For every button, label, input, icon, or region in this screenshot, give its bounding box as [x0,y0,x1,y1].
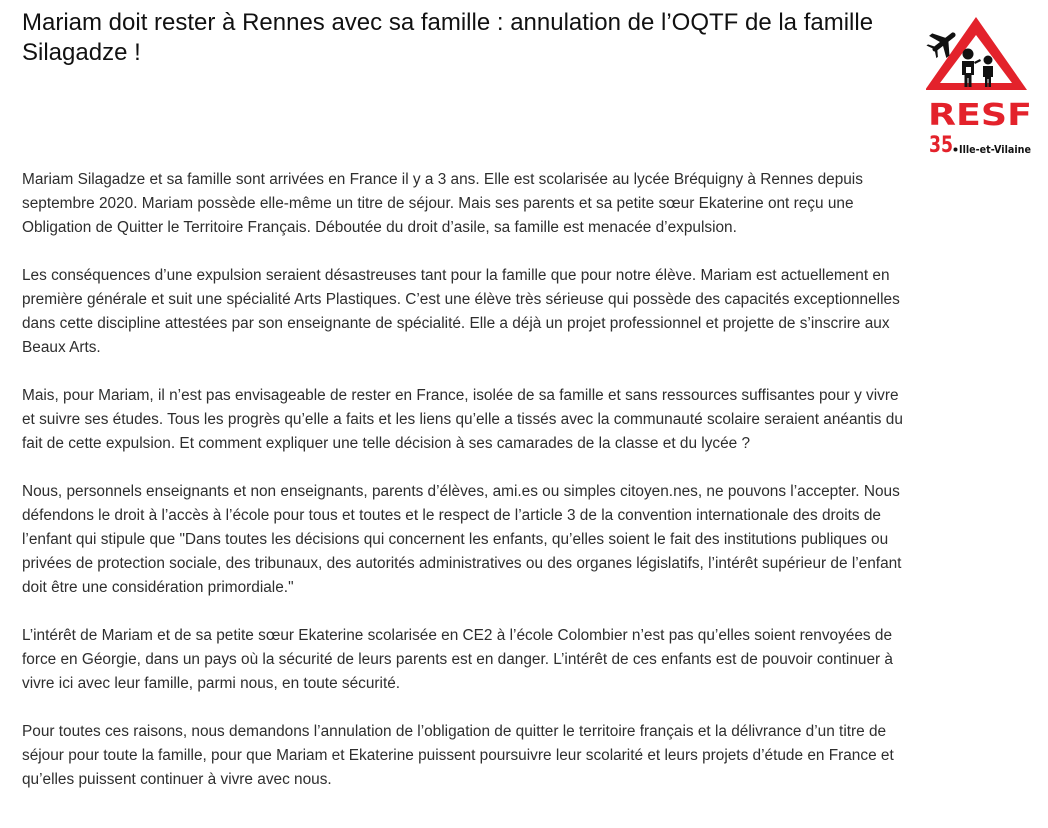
logo-region: Ille-et-Vilaine [959,143,1031,156]
article-paragraph: Mariam Silagadze et sa famille sont arrivées en France il y a 3 ans. Elle est scolarisée au lycée Bréquigny à Rennes depuis septembre 2020. Mariam possède elle-même un titre de séjour. Mais ses parents et sa petite sœur Ekaterine ont reçu une Obligation de Quitter le Territoire Français. Déboutée du droit d’asile, sa famille est menacée d’expulsion. [22,171,863,236]
article-paragraph: L’intérêt de Mariam et de sa petite sœur Ekaterine scolarisée en CE2 à l’école Colombier n’est pas qu’elles soient renvoyées de force en Géorgie, dans un pays où la sécurité de leurs parents est en danger. L’intérêt de ces enfants est de pouvoir continuer à vivre ici avec leur famille, parmi nous, en toute sécurité. [22,627,893,692]
article-body [22,168,914,816]
warning-triangle-icon [926,17,1027,90]
article-paragraph: Nous, personnels enseignants et non enseignants, parents d’élèves, ami.es ou simples citoyen.nes, ne pouvons l’accepter. Nous défendons le droit à l’accès à l’école pour tous et toutes et le respect de l’article 3 de la convention internationale des droits de l’enfant qui stipule que "Dans toutes les décisions qui concernent les enfants, qu’elles soient le fait des institutions publiques ou privées de protection sociale, des tribunaux, des autorités administratives ou des organes législatifs, l’intérêt supérieur de l’enfant doit être une considération primordiale." [22,483,902,596]
logo-brand: RESF [928,98,1032,133]
resf-logo [926,14,1036,160]
article-paragraph: Les conséquences d’une expulsion seraient désastreuses tant pour la famille que pour notre élève. Mariam est actuellement en première générale et suit une spécialité Arts Plastiques. C’est une élève très sérieuse qui possède des capacités exceptionnelles dans cette discipline attestées par son enseignante de spécialité. Elle a déjà un projet professionnel et projette de s’inscrire aux Beaux Arts. [22,267,900,356]
logo-number: 35 [929,133,953,158]
page-title: Mariam doit rester à Rennes avec sa famille : annulation de l’OQTF de la famille Silagadze ! [22,9,874,66]
article-paragraph: Mais, pour Mariam, il n’est pas envisageable de rester en France, isolée de sa famille et sans ressources suffisantes pour y vivre et suivre ses études. Tous les progrès qu’elle a faits et les liens qu’elle a tissés avec la communauté scolaire seraient anéantis du fait de cette expulsion. Et comment expliquer une telle décision à ses camarades de la classe et du lycée ? [22,387,903,452]
article-paragraph: Pour toutes ces raisons, nous demandons l’annulation de l’obligation de quitter le territoire français et la délivrance d’un titre de séjour pour toute la famille, pour que Mariam et Ekaterine puissent poursuivre leur scolarité et leurs projets d’étude en France et qu’elles puissent continuer à vivre avec nous. [22,723,894,788]
